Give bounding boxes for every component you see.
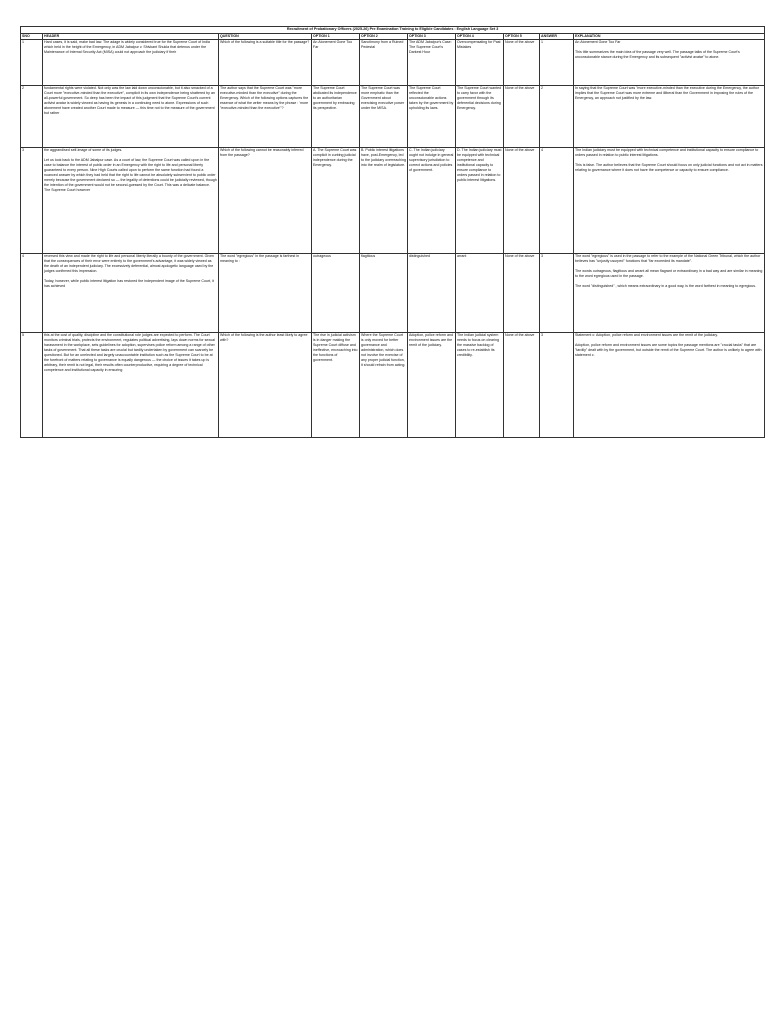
cell-option-2: Where the Supreme Court is only moved for better governance and administration, which does not involve the exercise of any proper judicial function, it should refrain from acting.: [360, 333, 408, 438]
cell-option-4: arrant: [456, 254, 504, 333]
cell-option-3: distinguished: [408, 254, 456, 333]
cell-explanation-text: Statement c: Adoption, police reform and environment issues are the remit of the judiciary. Adoption, police reform and environment issues are some topics the passage mentions are "crucial tasks" that are "tardily" dealt with by the government, but outside the remit of the Supreme Court. The author is unlikely to agree with statement c.: [575, 333, 762, 357]
cell-option-5: None of the above: [504, 86, 540, 148]
cell-question: [219, 40, 312, 86]
cell-explanation: [574, 148, 765, 254]
col-header-option-3: OPTION 3: [408, 34, 456, 40]
title-row: [21, 27, 765, 34]
cell-option-1: The rise in judicial activism is in danger making the Supreme Court diffuse and ineffective, encroaching into the functions of government.: [312, 333, 360, 438]
cell-header: [43, 254, 219, 333]
cell-explanation: [574, 40, 765, 86]
cell-sno: 5: [21, 333, 43, 438]
cell-option-2: flagitious: [360, 254, 408, 333]
cell-header-text: this at the cost of quality, discipline and the constitutional role judges are expected to perform. The Court monitors criminal trials, protects the environment, regulates political advertising, lays down norms for sexual harassment in the workplace, sets guidelines for adoption, supervises police reform among a range of other tasks of government. That all these tasks are crucial but tardily undertaken by government can scarcely be questioned. But for an unelected and largely unaccountable institution such as the Supreme Court to be at the forefront of matters relating to governance is equally dangerous — the choice of issues it takes up is arbitrary, their remit is not legal, their results often counterproductive, requiring a degree of technical competence and institutional capacity in ensuring: [44, 333, 215, 372]
cell-question: [219, 333, 312, 438]
cell-header: [43, 148, 219, 254]
cell-option-3: Adoption, police reform and environment issues are the remit of the judiciary.: [408, 333, 456, 438]
cell-option-2: B. Public interest litigations have, post-Emergency, led to the judiciary overreaching into the realm of legislature.: [360, 148, 408, 254]
cell-option-4: D. The Indian judiciary must be equipped with technical competence and institutional capacity to ensure compliance to orders passed in relation to public interest litigations.: [456, 148, 504, 254]
cell-sno: 3: [21, 148, 43, 254]
question-table: [20, 26, 765, 438]
col-header-option-5: OPTION 5: [504, 34, 540, 40]
cell-header-text: fundamental rights were violated. Not only was the law laid down unconscionable, but it also smacked of a Court more "executive-minded than the executive", complicit in its own independence being shattered by an all-powerful government. So deep has been the impact of this judgment that the Supreme Court's current activist avatar is widely viewed as having its genesis in a continuing need to atone. Expressions of such atonement have created another Court made to measure — this time not to the measure of the government but rather: [44, 86, 215, 115]
cell-question: [219, 148, 312, 254]
cell-sno: 2: [21, 86, 43, 148]
table-row: [21, 333, 765, 438]
cell-explanation-text: An Atonement Gone Too Far This title summarizes the main idea of the passage very well. The passage talks of the Supreme Court's unconscionable stance during the Emergency and its subsequent "activist avatar" to atone.: [575, 40, 740, 59]
sheet-title: Recruitment of Probationary Officers (2025-26) Pre Examination Training to Eligible Candidates : English Language Set 3: [21, 27, 765, 34]
cell-explanation-text: In saying that the Supreme Court was "more executive-minded than the executive during the Emergency, the author implies that the Supreme Court was more extreme and illiberal than the Government in imposing the rules of the Emergency, an approach not justified by the law.: [575, 86, 759, 100]
cell-option-4: The Indian judicial system needs to focus on clearing the massive backlog of cases to re-establish its credibility.: [456, 333, 504, 438]
cell-question: [219, 86, 312, 148]
col-header-option-1: OPTION 1: [312, 34, 360, 40]
cell-option-4: The Supreme Court wanted to carry favor with the government through its deferential decisions during Emergency.: [456, 86, 504, 148]
cell-option-1: An Atonement Gone Too Far: [312, 40, 360, 86]
cell-explanation: [574, 254, 765, 333]
col-header-header: HEADER: [43, 34, 219, 40]
col-header-answer: ANSWER: [540, 34, 574, 40]
spreadsheet: [20, 26, 764, 438]
cell-option-1: outrageous: [312, 254, 360, 333]
cell-question-text: The author says that the Supreme Court was "more executive-minded than the executive" during the Emergency. Which of the following options captures the essence of what the writer means by the phrase : 'more "executive-minded than the executive"'?: [220, 86, 309, 110]
col-header-option-2: OPTION 2: [360, 34, 408, 40]
cell-header-text: reversed this view and made the right to life and personal liberty literally a bounty of the government. Given that the consequences of their error were entirely to the government's advantage, it was widely viewed as the death of an independent judiciary. The excessively deferential, almost apologetic language used by the judges confirmed this impression. Today, however, while public interest litigation has restored the independent image of the Supreme Court, it has achieved: [44, 254, 214, 288]
cell-header: [43, 333, 219, 438]
cell-explanation: [574, 86, 765, 148]
cell-option-3: The Supreme Court reflected the unconscionable actions taken by the government by upholding its laws.: [408, 86, 456, 148]
cell-header-text: Hard cases, it is said, make bad law. The adage is widely considered true for the Supreme Court of India which held in the height of the Emergency, in ADM Jabalpur v. Shivkant Shukla that detenus under the Maintenance of Internal Security Act (MISA) could not approach the judiciary if their: [44, 40, 210, 54]
cell-answer: 2: [540, 86, 574, 148]
cell-option-1: A. The Supreme Court was complicit in curbing judicial independence during the Emergency.: [312, 148, 360, 254]
cell-explanation-text: The Indian judiciary must be equipped with technical competence and institutional capacity to ensure compliance to orders passed in relation to public interest litigations. This is false. The author believes that the Supreme Court should focus on only judicial functions and not act in matters relating to governance where it does not have the competence or capacity to ensure compliance.: [575, 148, 763, 172]
cell-explanation-text: The word "egregious" is used in the passage to refer to the example of the National Green Tribunal, which the author believes has "unjustly usurped" functions that "far exceeded its mandate". The words outrageous, flagitious and arrant all mean flagrant or extraordinary in a bad way and are similar in meaning to the word egregious used in the passage. The word "distinguished" , which means extraordinary in a good way, is the word farthest in meaning to egregious.: [575, 254, 763, 288]
cell-answer: 3: [540, 254, 574, 333]
cell-question-text: Which of the following is the author least likely to agree with?: [220, 333, 308, 342]
col-header-question: QUESTION: [219, 34, 312, 40]
table-row: [21, 254, 765, 333]
cell-answer: 1: [540, 40, 574, 86]
cell-question: [219, 254, 312, 333]
cell-explanation: [574, 333, 765, 438]
cell-option-2: Sanctimony from a Ruined Pedestal: [360, 40, 408, 86]
cell-answer: 3: [540, 333, 574, 438]
cell-question-text: The word "egregious" in the passage is farthest in meaning to :: [220, 254, 300, 263]
cell-option-5: None of the above: [504, 40, 540, 86]
cell-option-5: None of the above: [504, 254, 540, 333]
table-row: [21, 86, 765, 148]
col-header-sno: SNO: [21, 34, 43, 40]
cell-header-text: the aggrandised self-image of some of its judges. Let us look back to the ADM Jabalpur case. As a court of law, the Supreme Court was called upon in the case to balance the interest of public order in an Emergency with the right to life and personal liberty guaranteed to every person. Nine High Courts called upon to perform the same function had found a nuanced answer by which they had held that the right to life cannot be absolutely subservient to public order merely because the government declared so — the legality of detentions could be judicially reviewed, though the intention of the government would not be second-guessed by the Court. This was a delicate balance. The Supreme Court however: [44, 148, 217, 192]
cell-header: [43, 86, 219, 148]
cell-option-5: None of the above: [504, 333, 540, 438]
cell-sno: 4: [21, 254, 43, 333]
col-header-explanation: EXPLANATION: [574, 34, 765, 40]
cell-option-3: The ADM Jabalpur's Case: The Supreme Court's Darkest Hour: [408, 40, 456, 86]
cell-answer: 4: [540, 148, 574, 254]
cell-question-text: Which of the following cannot be reasonably inferred from the passage?: [220, 148, 304, 157]
cell-question-text: Which of the following is a suitable title for the passage?: [220, 40, 310, 44]
cell-option-2: The Supreme Court was more emphatic than the Government about exercising executive power under the MISA.: [360, 86, 408, 148]
table-row: [21, 148, 765, 254]
cell-header: [43, 40, 219, 86]
table-row: [21, 40, 765, 86]
cell-option-4: Overcompensating for Past Mistakes: [456, 40, 504, 86]
cell-option-5: None of the above: [504, 148, 540, 254]
col-header-option-4: OPTION 4: [456, 34, 504, 40]
cell-sno: 1: [21, 40, 43, 86]
cell-option-1: The Supreme Court abdicated its independence to an authoritarian government by embracing its perspective.: [312, 86, 360, 148]
cell-option-3: C. The Indian judiciary ought not indulge in general supervisory jurisdiction to correct actions and policies of government.: [408, 148, 456, 254]
